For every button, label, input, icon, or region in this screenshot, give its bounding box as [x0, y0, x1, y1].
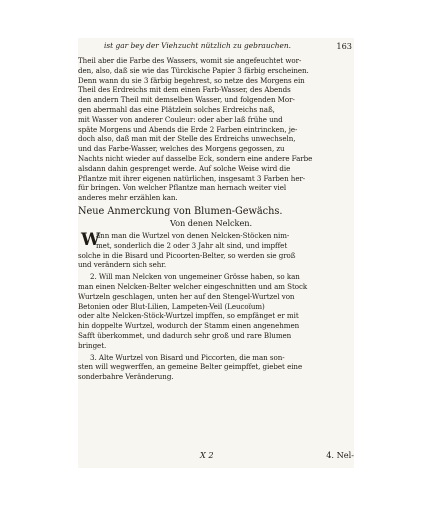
- text-line: sonderbahre Veränderung.: [78, 372, 174, 382]
- signature-mark: X 2: [200, 450, 214, 460]
- text-line: ann man die Wurtzel von denen Nelcken-Stöcken nim-: [96, 230, 290, 240]
- text-line: anderes mehr erzählen kan.: [78, 193, 178, 203]
- text-line: 3. Alte Wurtzel von Bisard und Piccorten, die man son-: [90, 352, 285, 362]
- text-line: Safft überkommet, und dadurch sehr groß und rare Blumen: [78, 330, 292, 340]
- text-line: und verändern sich sehr.: [78, 260, 167, 270]
- text-line: und das Farbe-Wasser, welches des Morgens gegossen, zu: [78, 144, 285, 154]
- text-line: gen abermahl das eine Plätzlein solches Erdreichs naß,: [78, 104, 275, 114]
- paragraph-1: [78, 231, 354, 270]
- text-line: bringet.: [78, 340, 107, 350]
- page-footer: [78, 448, 354, 462]
- page-number: 163: [336, 41, 352, 51]
- text-line: hin doppelte Wurtzel, wodurch der Stamm einen angenehmen: [78, 321, 300, 331]
- text-line: mit Wasser von anderer Couleur: oder aber laß frühe und: [78, 114, 283, 124]
- text-line: doch also, daß man mit der Stelle des Erdreichs unwechseln,: [78, 134, 296, 144]
- book-page: [78, 38, 354, 468]
- drop-cap: W: [81, 229, 101, 250]
- text-line: oder alte Nelcken-Stöck-Wurtzel impffen, so empfänget er mit: [78, 311, 299, 321]
- text-line: den andern Theil mit demselben Wasser, und folgenden Mor-: [78, 95, 295, 105]
- text-line: alsdann dahin gesprenget werde. Auf solche Weise wird die: [78, 163, 291, 173]
- text-line: Theil aber die Farbe des Wassers, womit sie angefeuchtet wor-: [78, 56, 302, 65]
- text-line: Nachts nicht wieder auf dasselbe Eck, sondern eine andere Farbe: [78, 153, 313, 163]
- catchword: 4. Nel-: [326, 450, 354, 460]
- text-line: man einen Nelcken-Belter welcher eingeschnitten und am Stock: [78, 281, 308, 291]
- section-heading: Neue Anmerckung von Blumen-Gewächs.: [78, 205, 283, 217]
- paragraph-2: [78, 272, 354, 350]
- page-body: [78, 56, 354, 382]
- text-line: Pflantze mit ihrer eigenen natürlichen, insgesamt 3 Farben her-: [78, 173, 306, 183]
- section-subheading: Von denen Nelcken.: [170, 217, 253, 228]
- text-line: 2. Will man Nelcken von ungemeiner Grösse haben, so kan: [90, 272, 300, 282]
- text-line: den, also, daß sie wie das Türckische Papier 3 färbig erscheinen.: [78, 65, 309, 75]
- text-line: met, sonderlich die 2 oder 3 Jahr alt sind, und impffet: [96, 240, 288, 250]
- text-line: solche in die Bisard und Picoorten-Belter, so werden sie groß: [78, 250, 296, 260]
- text-line: sten will wegwerffen, an gemeine Belter geimpffet, giebet eine: [78, 362, 303, 372]
- continued-paragraph: [78, 56, 354, 203]
- text-line: Denn wann du sie 3 färbig begehrest, so netze des Morgens ein: [78, 75, 305, 85]
- text-line: für bringen. Von welcher Pflantze man hernach weiter viel: [78, 183, 287, 193]
- text-line: Theil des Erdreichs mit dem einen Farb-Wasser, des Abends: [78, 85, 291, 95]
- page-header: [78, 40, 354, 52]
- text-line: Betonien oder Blut-Lilien, Lampeten-Veil (Leucoïum): [78, 301, 265, 311]
- text-line: späte Morgens und Abends die Erde 2 Farben eintrincken, je-: [78, 124, 298, 134]
- running-head: ist gar bey der Viehzucht nützlich zu gebrauchen.: [104, 41, 291, 50]
- text-line: Wurtzeln geschlagen, unten her auf den Stengel-Wurtzel von: [78, 291, 295, 301]
- paragraph-3: [78, 353, 354, 382]
